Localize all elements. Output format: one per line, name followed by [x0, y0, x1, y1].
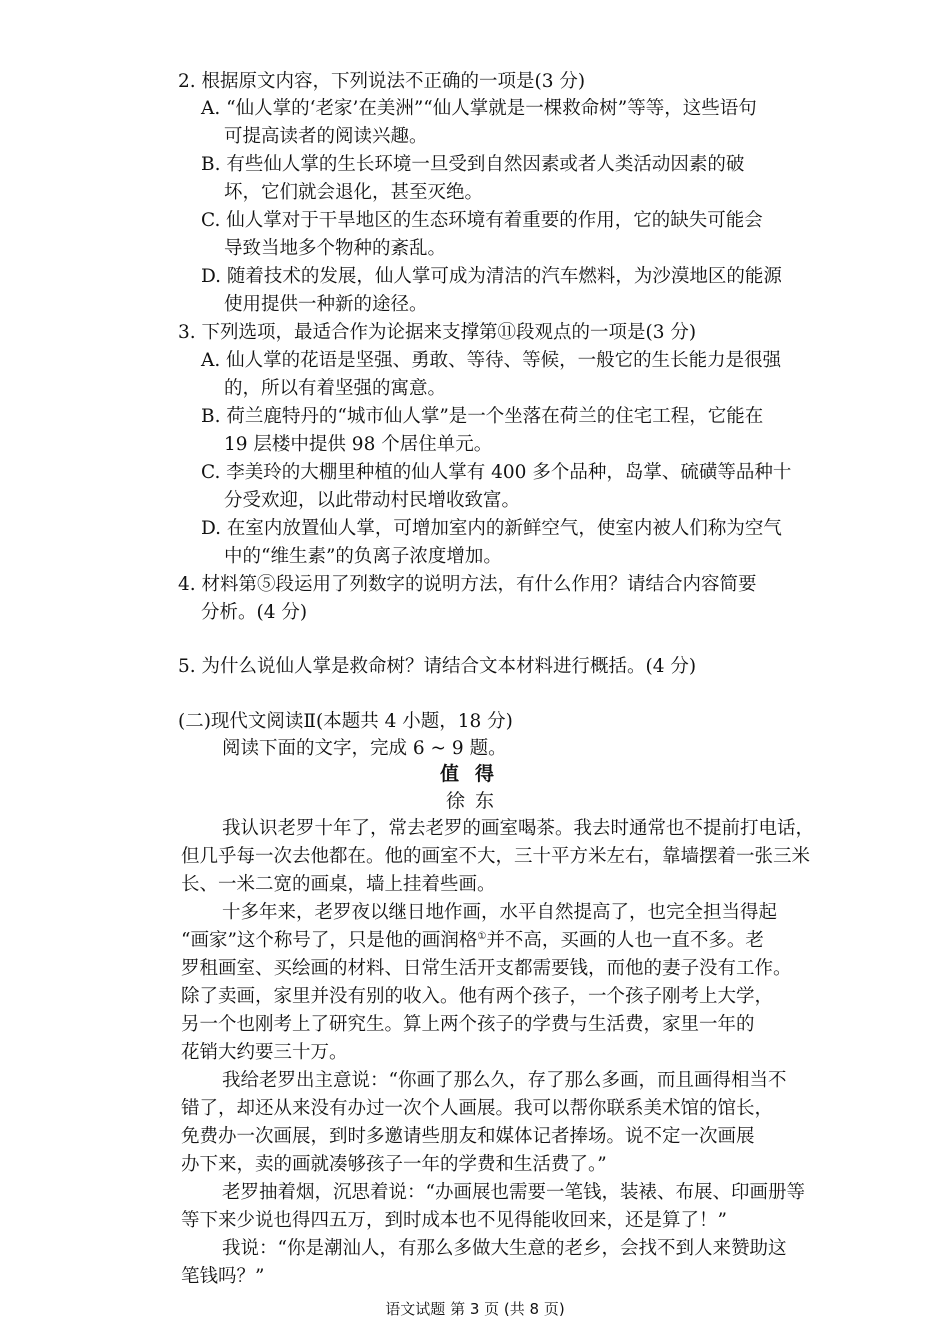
- q3-option-c-line2: 分受欢迎，以此带动村民增收致富。: [224, 490, 521, 511]
- question-4-line1: 4. 材料第⑤段运用了列数字的说明方法，有什么作用？请结合内容简要: [178, 574, 757, 595]
- p2-line2-a: “画家”这个称号了，只是他的画润格: [181, 930, 478, 951]
- p2-line2-b: 并不高，买画的人也一直不多。老: [486, 930, 764, 951]
- p1-line3: 长、一米二宽的画桌，墙上挂着些画。: [181, 874, 496, 895]
- p3-line3: 免费办一次画展，到时多邀请些朋友和媒体记者捧场。说不定一次画展: [181, 1126, 755, 1147]
- page-footer: 语文试题 第 3 页 (共 8 页): [385, 1300, 565, 1318]
- p2-line2: [181, 929, 764, 953]
- q3-option-c-line1: C. 李美玲的大棚里种植的仙人掌有 400 多个品种，岛掌、硫磺等品种十: [201, 462, 792, 483]
- p3-line4: 办下来，卖的画就凑够孩子一年的学费和生活费了。”: [181, 1154, 607, 1175]
- section-2-heading: (二)现代文阅读Ⅱ(本题共 4 小题，18 分): [178, 711, 513, 732]
- p5-line1: 我说：“你是潮汕人，有那么多做大生意的老乡，会找不到人来赞助这: [222, 1238, 787, 1259]
- p2-line4: 除了卖画，家里并没有别的收入。他有两个孩子，一个孩子刚考上大学，: [181, 986, 774, 1007]
- p2-line6: 花销大约要三十万。: [181, 1042, 348, 1063]
- q2-option-a-line1: A. “仙人掌的‘老家’在美洲”“仙人掌就是一棵救命树”等等，这些语句: [201, 98, 757, 119]
- section-2-instruction: 阅读下面的文字，完成 6 ~ 9 题。: [222, 738, 507, 759]
- q2-option-d-line1: D. 随着技术的发展，仙人掌可成为清洁的汽车燃料，为沙漠地区的能源: [201, 266, 782, 287]
- p4-line2: 等下来少说也得四五万，到时成本也不见得能收回来，还是算了！”: [181, 1210, 727, 1231]
- q2-option-b-line2: 坏，它们就会退化，甚至灭绝。: [224, 182, 484, 203]
- article-title: 值得: [439, 763, 510, 785]
- q3-option-a-line2: 的，所以有着坚强的寓意。: [224, 378, 447, 399]
- p2-line3: 罗租画室、买绘画的材料、日常生活开支都需要钱，而他的妻子没有工作。: [181, 958, 792, 979]
- p5-line2: 笔钱吗？”: [181, 1266, 265, 1287]
- question-4-line2: 分析。(4 分): [201, 602, 308, 623]
- q2-option-d-line2: 使用提供一种新的途径。: [224, 294, 428, 315]
- footnote-marker: ①: [477, 930, 487, 942]
- q2-option-a-line2: 可提高读者的阅读兴趣。: [224, 126, 428, 147]
- q3-option-a-line1: A. 仙人掌的花语是坚强、勇敢、等待、等候，一般它的生长能力是很强: [201, 350, 782, 371]
- p1-line2: 但几乎每一次去他都在。他的画室不大，三十平方米左右，靠墙摆着一张三米: [181, 846, 811, 867]
- article-author: 徐东: [445, 790, 504, 812]
- p4-line1: 老罗抽着烟，沉思着说：“办画展也需要一笔钱，装裱、布展、印画册等: [222, 1182, 805, 1203]
- q2-option-c-line2: 导致当地多个物种的紊乱。: [224, 238, 447, 259]
- question-5: 5. 为什么说仙人掌是救命树？请结合文本材料进行概括。(4 分): [178, 656, 697, 677]
- p3-line2: 错了，却还从来没有办过一次个人画展。我可以帮你联系美术馆的馆长，: [181, 1098, 774, 1119]
- p1-line1: 我认识老罗十年了，常去老罗的画室喝茶。我去时通常也不提前打电话，: [222, 818, 815, 839]
- q2-option-b-line1: B. 有些仙人掌的生长环境一旦受到自然因素或者人类活动因素的破: [201, 154, 745, 175]
- q2-option-c-line1: C. 仙人掌对于干旱地区的生态环境有着重要的作用，它的缺失可能会: [201, 210, 763, 231]
- question-3-stem: 3. 下列选项，最适合作为论据来支撑第⑪段观点的一项是(3 分): [178, 322, 697, 343]
- p3-line1: 我给老罗出主意说：“你画了那么久，存了那么多画，而且画得相当不: [222, 1070, 787, 1091]
- p2-line1: 十多年来，老罗夜以继日地作画，水平自然提高了，也完全担当得起: [222, 902, 778, 923]
- q3-option-b-line1: B. 荷兰鹿特丹的“城市仙人掌”是一个坐落在荷兰的住宅工程，它能在: [201, 406, 764, 427]
- question-2-stem: 2. 根据原文内容，下列说法不正确的一项是(3 分): [178, 71, 586, 92]
- q3-option-b-line2: 19 层楼中提供 98 个居住单元。: [224, 434, 493, 455]
- p2-line5: 另一个也刚考上了研究生。算上两个孩子的学费与生活费，家里一年的: [181, 1014, 755, 1035]
- q3-option-d-line2: 中的“维生素”的负离子浓度增加。: [224, 546, 502, 567]
- q3-option-d-line1: D. 在室内放置仙人掌，可增加室内的新鲜空气，使室内被人们称为空气: [201, 518, 782, 539]
